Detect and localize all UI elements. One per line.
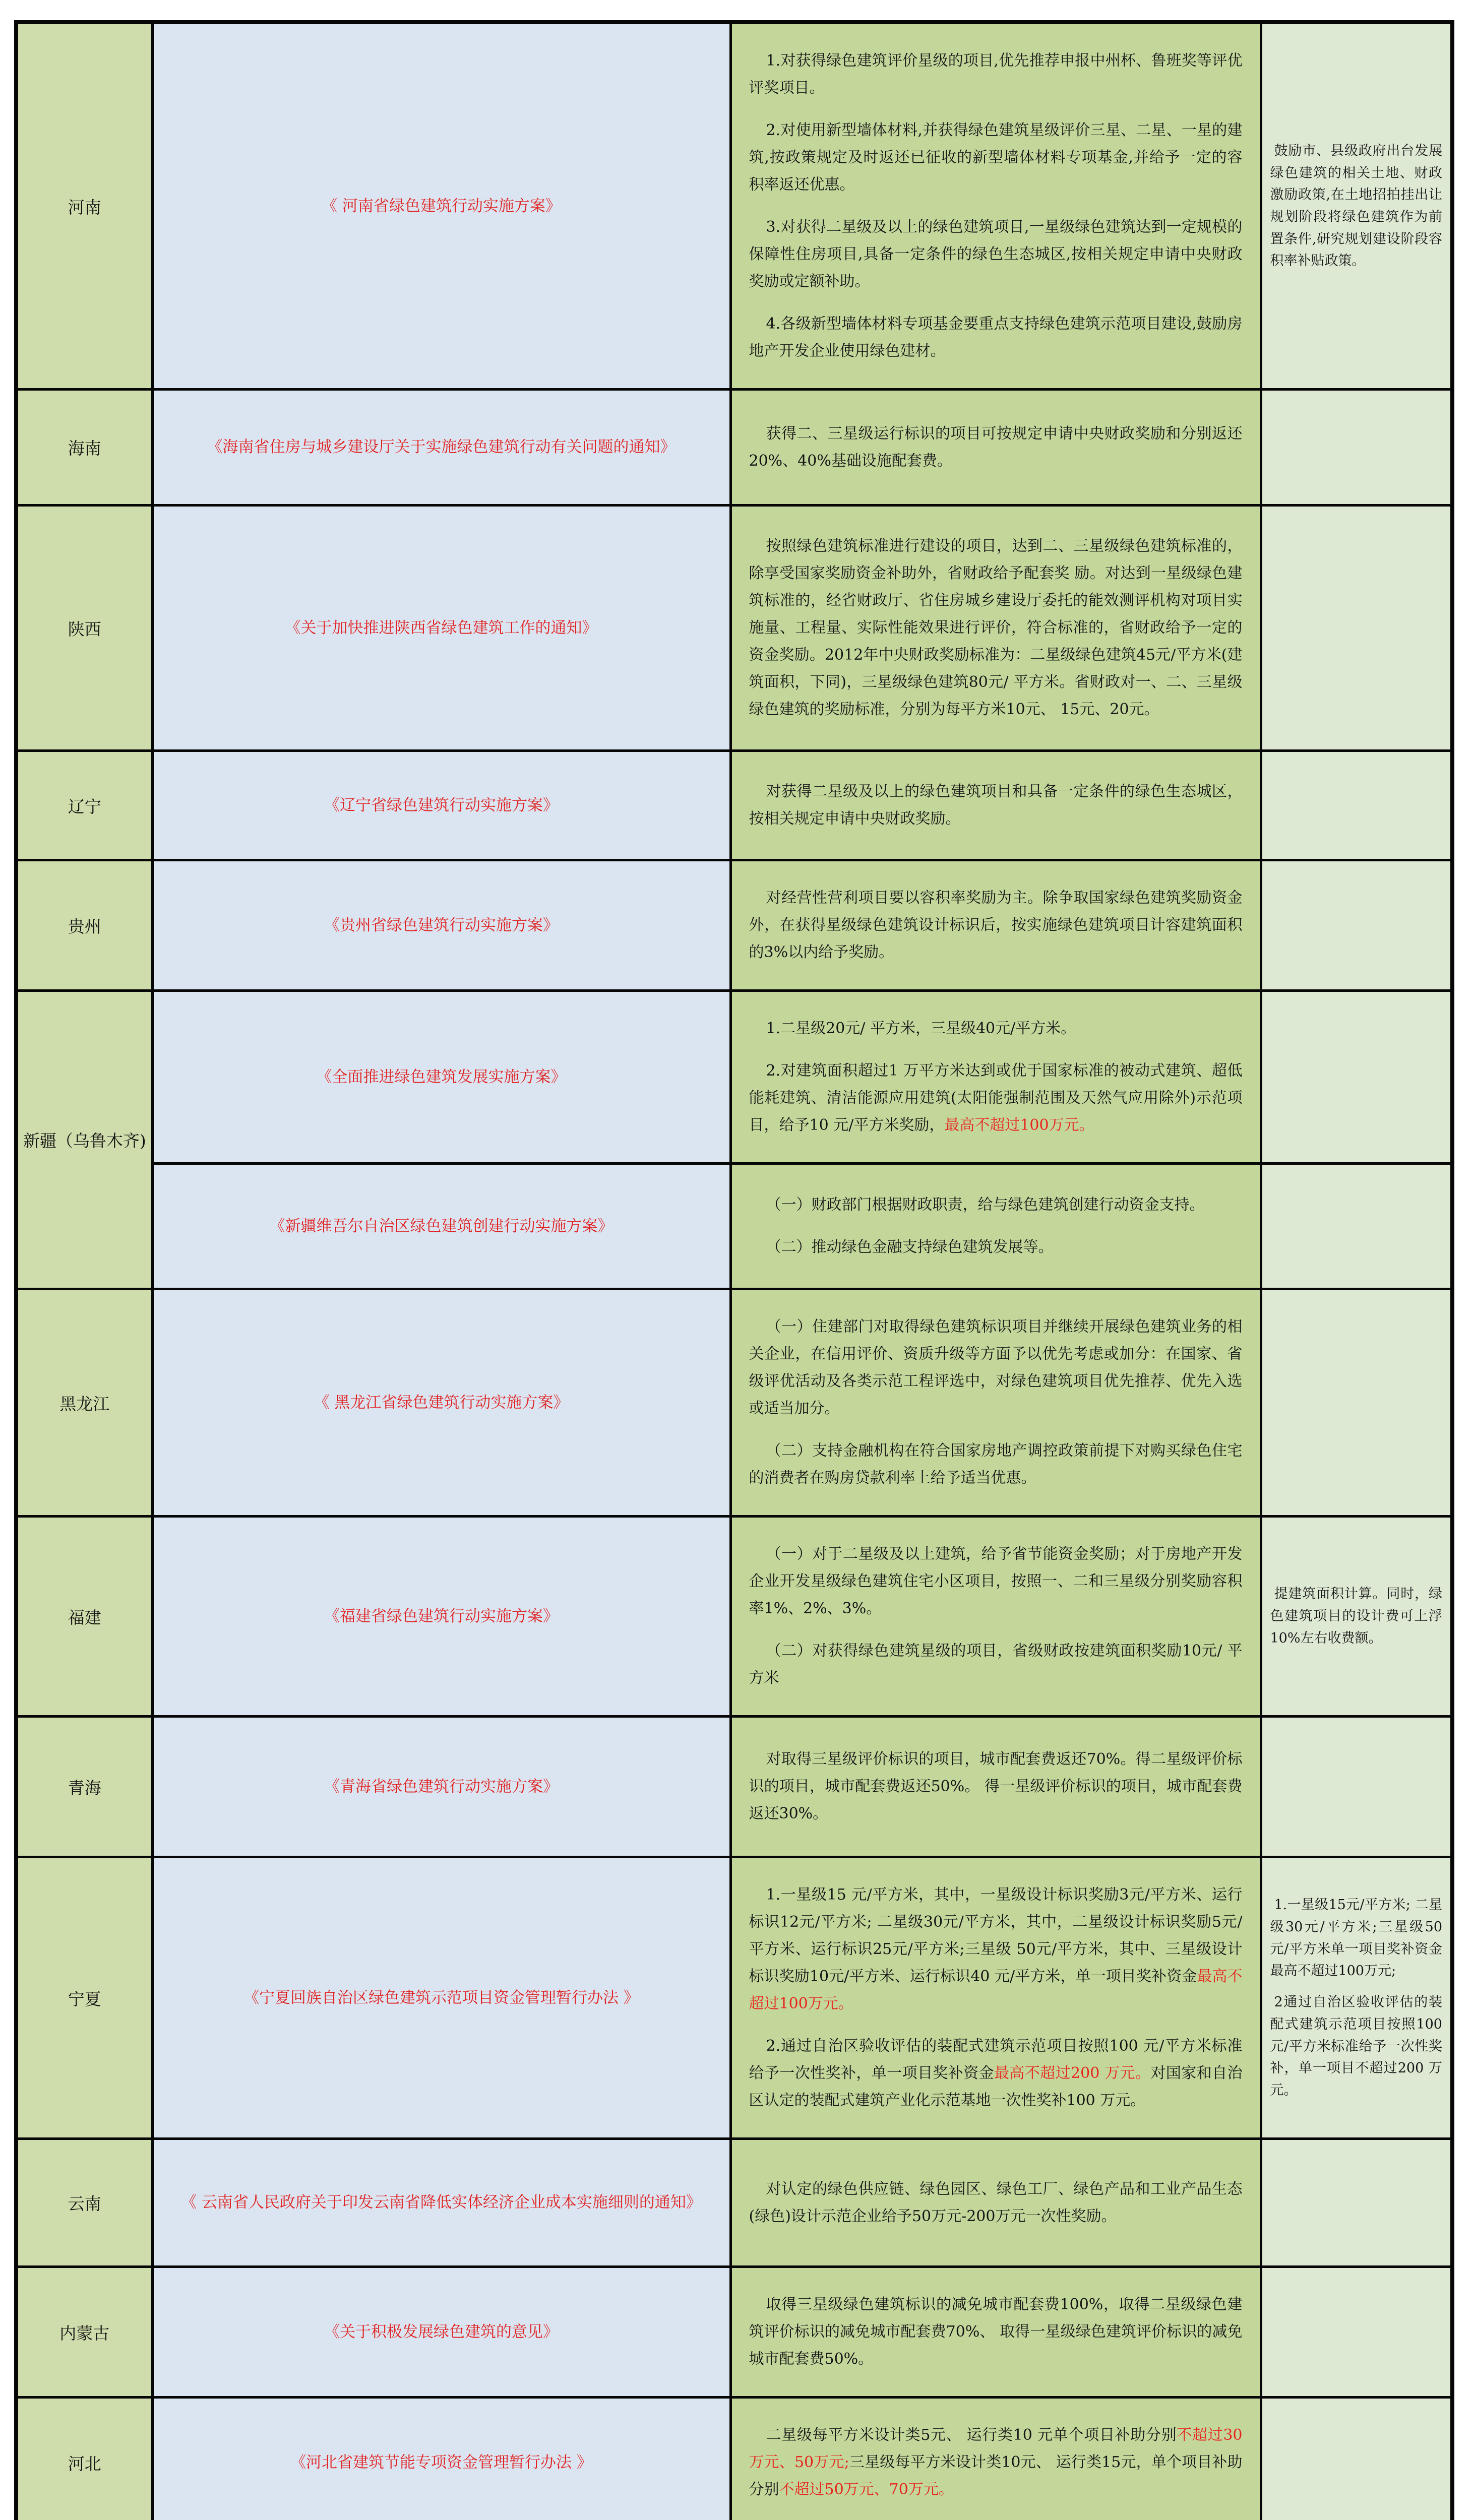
province-cell	[16, 860, 152, 991]
incentive-details-cell	[730, 2398, 1261, 2520]
incentive-paragraph	[749, 420, 1243, 475]
text-run: 2.对建筑面积超过1 万平方米达到或优于国家标准的被动式建筑、超低能耗建筑、清洁能源应用建筑(太阳能强制范围及天然气应用除外)示范项目，给予10 元/平方米奖励，	[749, 1062, 1243, 1134]
incentive-paragraph	[749, 533, 1243, 723]
notes-cell	[1261, 1717, 1452, 1857]
notes-cell	[1261, 506, 1452, 751]
policy-title-cell	[152, 22, 730, 390]
notes-cell	[1261, 390, 1452, 506]
text-run: （二）对获得绿色建筑星级的项目，省级财政按建筑面积奖励10元/ 平方米	[749, 1642, 1243, 1687]
notes-cell	[1261, 751, 1452, 860]
province-cell	[16, 2267, 152, 2398]
policy-title-cell	[152, 2398, 730, 2520]
incentive-details-cell	[730, 860, 1261, 991]
table-row	[16, 991, 1452, 1164]
notes-cell	[1261, 860, 1452, 991]
incentive-paragraph	[749, 1234, 1243, 1261]
province-cell	[16, 2139, 152, 2267]
text-run: 1.二星级20元/ 平方米，三星级40元/平方米。	[766, 1020, 1076, 1037]
province-label: 辽宁	[68, 797, 101, 816]
policy-title: 《关于加快推进陕西省绿色建筑工作的通知》	[285, 616, 598, 640]
incentive-paragraph	[749, 778, 1243, 833]
incentive-paragraph	[749, 214, 1243, 295]
highlight-text-run: 最高不超过100万元。	[944, 1116, 1094, 1134]
text-run: （一）财政部门根据财政职责，给与绿色建筑创建行动资金支持。	[766, 1196, 1205, 1214]
incentive-paragraph	[749, 1881, 1243, 2018]
table-row	[16, 1164, 1452, 1289]
table-row	[16, 1289, 1452, 1517]
text-run: 2通过自治区验收评估的装配式建筑示范项目按照100元/平方米标准给予一次性奖补，单一项目不超过200 万元。	[1270, 1994, 1443, 2098]
text-run: 1.一星级15 元/平方米，其中，一星级设计标识奖励3元/平方米、运行标识12元/平方米; 二星级30元/平方米，其中，二星级设计标识奖励5元/ 平方米、运行标识25元/平方米;三星级 50元/平方米，其中、三星级设计标识奖励10元/平方米、运行标识40 元/平方米，单一项目奖补资金	[749, 1886, 1243, 1985]
text-run: 二星级每平方米设计类5元、 运行类10 元单个项目补助分别	[766, 2426, 1177, 2444]
province-label: 内蒙古	[59, 2323, 109, 2343]
policy-title: 《 河南省绿色建筑行动实施方案》	[322, 195, 561, 218]
text-run: 对取得三星级评价标识的项目，城市配套费返还70%。得二星级评价标识的项目，城市配套费返还50%。 得一星级评价标识的项目，城市配套费返还30%。	[749, 1750, 1243, 1822]
text-run: （一）住建部门对取得绿色建筑标识项目并继续开展绿色建筑业务的相关企业，在信用评价、资质升级等方面予以优先考虑或加分：在国家、省级评优活动及各类示范工程评选中，对绿色建筑项目优先推荐、优先入选或适当加分。	[749, 1318, 1243, 1417]
table-row	[16, 506, 1452, 751]
province-label: 黑龙江	[59, 1394, 109, 1414]
text-run: 提建筑面积计算。同时，绿色建筑项目的设计费可上浮10%左右收费额。	[1270, 1586, 1443, 1646]
table-row	[16, 2139, 1452, 2267]
text-run: 按照绿色建筑标准进行建设的项目，达到二、三星级绿色建筑标准的，除享受国家奖励资金补助外，省财政给予配套奖 励。对达到一星级绿色建筑标准的，经省财政厅、省住房城乡建设厅委托的能效测评机构对项目实施量、工程量、实际性能效果进行评价，符合标准的，省财政给予一定的资金奖励。2012年中央财政奖励标准为：二星级绿色建筑45元/平方米(建筑面积，下同)，三星级绿色建筑80元/ 平方米。省财政对一、二、三星级绿色建筑的奖励标准，分别为每平方米10元、 15元、20元。	[749, 537, 1243, 718]
province-cell	[16, 390, 152, 506]
policy-table	[14, 20, 1454, 2520]
table-row	[16, 2398, 1452, 2520]
policy-title: 《海南省住房与城乡建设厅关于实施绿色建筑行动有关问题的通知》	[207, 435, 676, 459]
province-cell	[16, 1717, 152, 1857]
incentive-paragraph	[749, 885, 1243, 966]
text-run: 2.通过自治区验收评估的装配式建筑示范项目按照100 元/平方米标准给予一次性奖补，单一项目奖补资金	[749, 2037, 1243, 2082]
province-label: 海南	[68, 438, 101, 458]
incentive-details-cell	[730, 1857, 1261, 2139]
highlight-text-run: 最高不超过200 万元。	[994, 2064, 1150, 2082]
incentive-details-cell	[730, 506, 1261, 751]
note-paragraph	[1270, 1991, 1443, 2102]
text-run: 2.对使用新型墙体材料,并获得绿色建筑星级评价三星、二星、一星的建筑,按政策规定及时返还已征收的新型墙体材料专项基金,并给予一定的容积率返还优惠。	[749, 121, 1243, 194]
policy-title: 《关于积极发展绿色建筑的意见》	[324, 2320, 559, 2344]
province-cell	[16, 1289, 152, 1517]
incentive-paragraph	[749, 1191, 1243, 1219]
notes-cell	[1261, 2398, 1452, 2520]
text-run: 取得三星级绿色建筑标识的减免城市配套费100%，取得二星级绿色建筑评价标识的减免城市配套费70%、 取得一星级绿色建筑评价标识的减免城市配套费50%。	[749, 2296, 1243, 2368]
province-label: 河南	[68, 198, 101, 217]
incentive-details-cell	[730, 1517, 1261, 1717]
notes-cell	[1261, 1517, 1452, 1717]
note-paragraph	[1270, 1894, 1443, 1982]
table-row	[16, 860, 1452, 991]
province-label: 贵州	[68, 917, 101, 936]
incentive-paragraph	[749, 47, 1243, 102]
incentive-details-cell	[730, 1717, 1261, 1857]
note-paragraph	[1270, 140, 1443, 272]
policy-title-cell	[152, 860, 730, 991]
table-row	[16, 1717, 1452, 1857]
policy-title-cell	[152, 2267, 730, 2398]
incentive-details-cell	[730, 991, 1261, 1164]
incentive-details-cell	[730, 390, 1261, 506]
policy-title-cell	[152, 991, 730, 1164]
province-label: 新疆（乌鲁木齐)	[23, 1131, 146, 1151]
province-cell	[16, 991, 152, 1289]
notes-cell	[1261, 22, 1452, 390]
document-page	[14, 20, 1454, 2520]
notes-cell	[1261, 2139, 1452, 2267]
policy-title: 《福建省绿色建筑行动实施方案》	[324, 1605, 559, 1628]
text-run: 对认定的绿色供应链、绿色园区、绿色工厂、绿色产品和工业产品生态(绿色)设计示范企业给予50万元-200万元一次性奖励。	[749, 2180, 1243, 2225]
text-run: （二）支持金融机构在符合国家房地产调控政策前提下对购买绿色住宅的消费者在购房贷款利率上给予适当优惠。	[749, 1442, 1243, 1487]
notes-cell	[1261, 1289, 1452, 1517]
policy-title: 《全面推进绿色建筑发展实施方案》	[317, 1065, 567, 1089]
incentive-paragraph	[749, 117, 1243, 199]
incentive-paragraph	[749, 2033, 1243, 2114]
policy-title: 《辽宁省绿色建筑行动实施方案》	[324, 794, 559, 817]
policy-title: 《河北省建筑节能专项资金管理暂行办法 》	[290, 2451, 592, 2475]
incentive-paragraph	[749, 2422, 1243, 2503]
text-run: 3.对获得二星级及以上的绿色建筑项目,一星级绿色建筑达到一定规模的保障性住房项目,具备一定条件的绿色生态城区,按相关规定申请中央财政奖励或定额补助。	[749, 218, 1243, 290]
highlight-text-run: 不超过30 万元、50万元;	[749, 2426, 1243, 2471]
province-cell	[16, 22, 152, 390]
policy-title: 《贵州省绿色建筑行动实施方案》	[324, 914, 559, 937]
incentive-details-cell	[730, 751, 1261, 860]
text-run: （一）对于二星级及以上建筑，给予省节能资金奖励；对于房地产开发企业开发星级绿色建筑住宅小区项目，按照一、二和三星级分别奖励容积率1%、2%、3%。	[749, 1545, 1243, 1617]
policy-title: 《 云南省人民政府关于印发云南省降低实体经济企业成本实施细则的通知》	[181, 2191, 702, 2215]
policy-title-cell	[152, 2139, 730, 2267]
policy-title-cell	[152, 390, 730, 506]
incentive-paragraph	[749, 1746, 1243, 1828]
text-run: （二）推动绿色金融支持绿色建筑发展等。	[766, 1238, 1054, 1256]
incentive-details-cell	[730, 1289, 1261, 1517]
table-row	[16, 751, 1452, 860]
highlight-text-run: 最高不超过100万元。	[749, 1968, 1243, 2012]
province-label: 云南	[68, 2194, 101, 2214]
incentive-paragraph	[749, 1015, 1243, 1042]
province-cell	[16, 1517, 152, 1717]
policy-title-cell	[152, 1857, 730, 2139]
notes-cell	[1261, 1164, 1452, 1289]
policy-title: 《 黑龙江省绿色建筑行动实施方案》	[314, 1391, 569, 1415]
note-paragraph	[1270, 1583, 1443, 1649]
policy-title-cell	[152, 1164, 730, 1289]
table-row	[16, 2267, 1452, 2398]
incentive-paragraph	[749, 1313, 1243, 1422]
incentive-paragraph	[749, 1437, 1243, 1492]
province-label: 宁夏	[68, 1989, 101, 2009]
policy-title-cell	[152, 506, 730, 751]
policy-title-cell	[152, 1517, 730, 1717]
text-run: 对国家和自治区认定的装配式建筑产业化示范基地一次性奖补100 万元。	[749, 2064, 1243, 2109]
text-run: 鼓励市、县级政府出台发展绿色建筑的相关土地、财政激励政策,在土地招拍挂出让规划阶段将绿色建筑作为前置条件,研究规划建设阶段容积率补贴政策。	[1270, 143, 1443, 269]
incentive-paragraph	[749, 1057, 1243, 1139]
text-run: 1.对获得绿色建筑评价星级的项目,优先推荐申报中州杯、鲁班奖等评优评奖项目。	[749, 52, 1243, 97]
incentive-paragraph	[749, 1637, 1243, 1692]
incentive-details-cell	[730, 2139, 1261, 2267]
province-label: 福建	[68, 1608, 101, 1627]
province-label: 青海	[68, 1778, 101, 1798]
highlight-text-run: 不超过50万元、70万元。	[779, 2481, 954, 2498]
policy-title-cell	[152, 1717, 730, 1857]
incentive-details-cell	[730, 2267, 1261, 2398]
incentive-paragraph	[749, 1541, 1243, 1622]
table-row	[16, 22, 1452, 390]
policy-title: 《宁夏回族自治区绿色建筑示范项目资金管理暂行办法 》	[243, 1986, 639, 2010]
policy-title-cell	[152, 751, 730, 860]
notes-cell	[1261, 2267, 1452, 2398]
province-cell	[16, 751, 152, 860]
policy-title-cell	[152, 1289, 730, 1517]
policy-title: 《新疆维吾尔自治区绿色建筑创建行动实施方案》	[270, 1215, 613, 1238]
incentive-paragraph	[749, 310, 1243, 365]
policy-title: 《青海省绿色建筑行动实施方案》	[324, 1775, 559, 1799]
province-label: 陕西	[68, 619, 101, 639]
notes-cell	[1261, 991, 1452, 1164]
text-run: 三星级每平方米设计类10元、 运行类15元，单个项目补助分别	[749, 2453, 1243, 2498]
text-run: 获得二、三星级运行标识的项目可按规定申请中央财政奖励和分别返还20%、40%基础设施配套费。	[749, 425, 1243, 470]
table-row	[16, 390, 1452, 506]
table-row	[16, 1857, 1452, 2139]
notes-cell	[1261, 1857, 1452, 2139]
incentive-paragraph	[749, 2176, 1243, 2230]
province-label: 河北	[68, 2454, 101, 2474]
text-run: 对经营性营利项目要以容积率奖励为主。除争取国家绿色建筑奖励资金外，在获得星级绿色建筑设计标识后，按实施绿色建筑项目计容建筑面积的3%以内给予奖励。	[749, 889, 1243, 961]
text-run: 对获得二星级及以上的绿色建筑项目和具备一定条件的绿色生态城区，按相关规定申请中央财政奖励。	[749, 783, 1243, 828]
text-run: 1.一星级15元/平方米; 二星级30元/平方米;三星级50 元/平方米单一项目奖补资金最高不超过100万元;	[1270, 1897, 1443, 1979]
province-cell	[16, 1857, 152, 2139]
incentive-details-cell	[730, 22, 1261, 390]
incentive-paragraph	[749, 2291, 1243, 2373]
province-cell	[16, 2398, 152, 2520]
province-cell	[16, 506, 152, 751]
text-run: 4.各级新型墙体材料专项基金要重点支持绿色建筑示范项目建设,鼓励房地产开发企业使用绿色建材。	[749, 315, 1243, 360]
policy-table-body	[16, 22, 1452, 2520]
table-row	[16, 1517, 1452, 1717]
incentive-details-cell	[730, 1164, 1261, 1289]
